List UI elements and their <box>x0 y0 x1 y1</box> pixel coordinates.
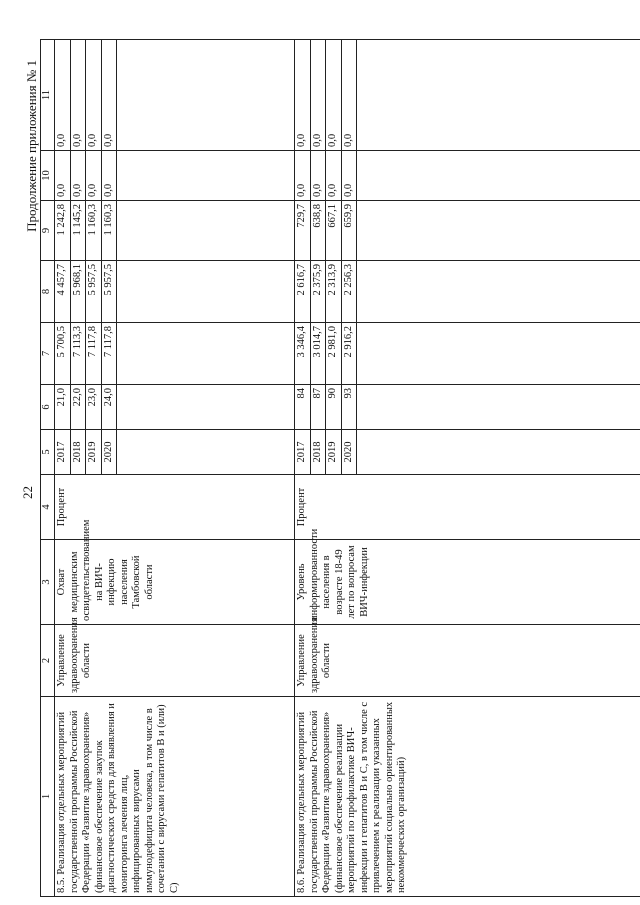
col-header-10: 10 <box>41 151 55 201</box>
target-value: 90 <box>326 385 342 430</box>
regional-funding: 667,1 <box>326 201 342 261</box>
col-header-9: 9 <box>41 201 55 261</box>
other-funding: 0,0 <box>86 40 102 151</box>
target-value: 24,0 <box>101 385 117 430</box>
other-funding: 0,0 <box>341 40 357 151</box>
other-funding: 0,0 <box>326 40 342 151</box>
total-funding: 2 916,2 <box>341 323 357 385</box>
unit-cell: Процент <box>55 475 295 540</box>
other-funding: 0,0 <box>310 40 326 151</box>
federal-funding: 5 957,5 <box>101 261 117 323</box>
total-funding: 7 117,8 <box>101 323 117 385</box>
other-funding: 0,0 <box>70 40 86 151</box>
regional-funding: 729,7 <box>295 201 311 261</box>
regional-funding: 1 160,3 <box>86 201 102 261</box>
federal-funding: 2 256,3 <box>341 261 357 323</box>
federal-funding: 4 457,7 <box>55 261 71 323</box>
other-funding: 0,0 <box>55 40 71 151</box>
local-funding: 0,0 <box>310 151 326 201</box>
col-header-11: 11 <box>41 40 55 151</box>
page-number: 22 <box>20 486 35 499</box>
col-header-5: 5 <box>41 430 55 475</box>
program-table <box>40 39 640 897</box>
target-value: 21,0 <box>55 385 71 430</box>
total-funding: 2 981,0 <box>326 323 342 385</box>
total-funding: 3 346,4 <box>295 323 311 385</box>
continuation-label: Продолжение приложения № 1 <box>24 60 39 232</box>
measure-cell: 8.5. Реализация отдельных мероприятий государственной программы Российской Федерации «Развитие здравоохранения» (финансовое обеспечение закупок диагностических средств для выявления и мониторинга лечения лиц, инфицированных вирусами иммунодефицита человека, в том числе в сочетании с вирусами гепатитов В и (или) С) <box>55 697 295 897</box>
col-header-6: 6 <box>41 385 55 430</box>
year-cell: 2019 <box>86 430 102 475</box>
table-row <box>295 40 311 897</box>
regional-funding: 1 242,8 <box>55 201 71 261</box>
year-cell: 2020 <box>341 430 357 475</box>
target-value: 84 <box>295 385 311 430</box>
col-header-4: 4 <box>41 475 55 540</box>
year-cell: 2018 <box>310 430 326 475</box>
year-cell: 2017 <box>55 430 71 475</box>
executor-cell: Управление здравоохранения области <box>295 625 640 697</box>
indicator-cell: Уровень информированности населения в возрасте 18-49 лет по вопросам ВИЧ-инфекции <box>295 540 640 625</box>
target-value: 87 <box>310 385 326 430</box>
local-funding: 0,0 <box>295 151 311 201</box>
year-cell: 2020 <box>101 430 117 475</box>
col-header-7: 7 <box>41 323 55 385</box>
target-value: 93 <box>341 385 357 430</box>
other-funding: 0,0 <box>295 40 311 151</box>
local-funding: 0,0 <box>55 151 71 201</box>
executor-cell: Управление здравоохранения области <box>55 625 295 697</box>
local-funding: 0,0 <box>101 151 117 201</box>
measure-cell: 8.6. Реализация отдельных мероприятий государственной программы Российской Федерации «Развитие здравоохранения» (финансовое обеспечение реализации мероприятий по профилактике ВИЧ-инфекции и гепатитов В и С, в том числе с привлечением к реализации указанных мероприятий социально ориентированных некоммерческих организаций) <box>295 697 640 897</box>
total-funding: 5 700,5 <box>55 323 71 385</box>
total-funding: 7 113,3 <box>70 323 86 385</box>
regional-funding: 1 160,3 <box>101 201 117 261</box>
local-funding: 0,0 <box>341 151 357 201</box>
federal-funding: 5 968,1 <box>70 261 86 323</box>
total-funding: 7 117,8 <box>86 323 102 385</box>
target-value: 23,0 <box>86 385 102 430</box>
regional-funding: 1 145,2 <box>70 201 86 261</box>
year-cell: 2017 <box>295 430 311 475</box>
col-header-2: 2 <box>41 625 55 697</box>
col-header-3: 3 <box>41 540 55 625</box>
target-value: 22,0 <box>70 385 86 430</box>
unit-cell: Процент <box>295 475 640 540</box>
col-header-8: 8 <box>41 261 55 323</box>
header-row <box>41 40 55 897</box>
local-funding: 0,0 <box>326 151 342 201</box>
other-funding: 0,0 <box>101 40 117 151</box>
regional-funding: 638,8 <box>310 201 326 261</box>
regional-funding: 659,9 <box>341 201 357 261</box>
col-header-1: 1 <box>41 697 55 897</box>
indicator-cell: Охват медицинским освидетельствованием на ВИЧ-инфекцию населения Тамбовской области <box>55 540 295 625</box>
local-funding: 0,0 <box>86 151 102 201</box>
total-funding: 3 014,7 <box>310 323 326 385</box>
federal-funding: 2 616,7 <box>295 261 311 323</box>
federal-funding: 2 375,9 <box>310 261 326 323</box>
table-row <box>55 40 71 897</box>
year-cell: 2018 <box>70 430 86 475</box>
federal-funding: 2 313,9 <box>326 261 342 323</box>
federal-funding: 5 957,5 <box>86 261 102 323</box>
year-cell: 2019 <box>326 430 342 475</box>
local-funding: 0,0 <box>70 151 86 201</box>
